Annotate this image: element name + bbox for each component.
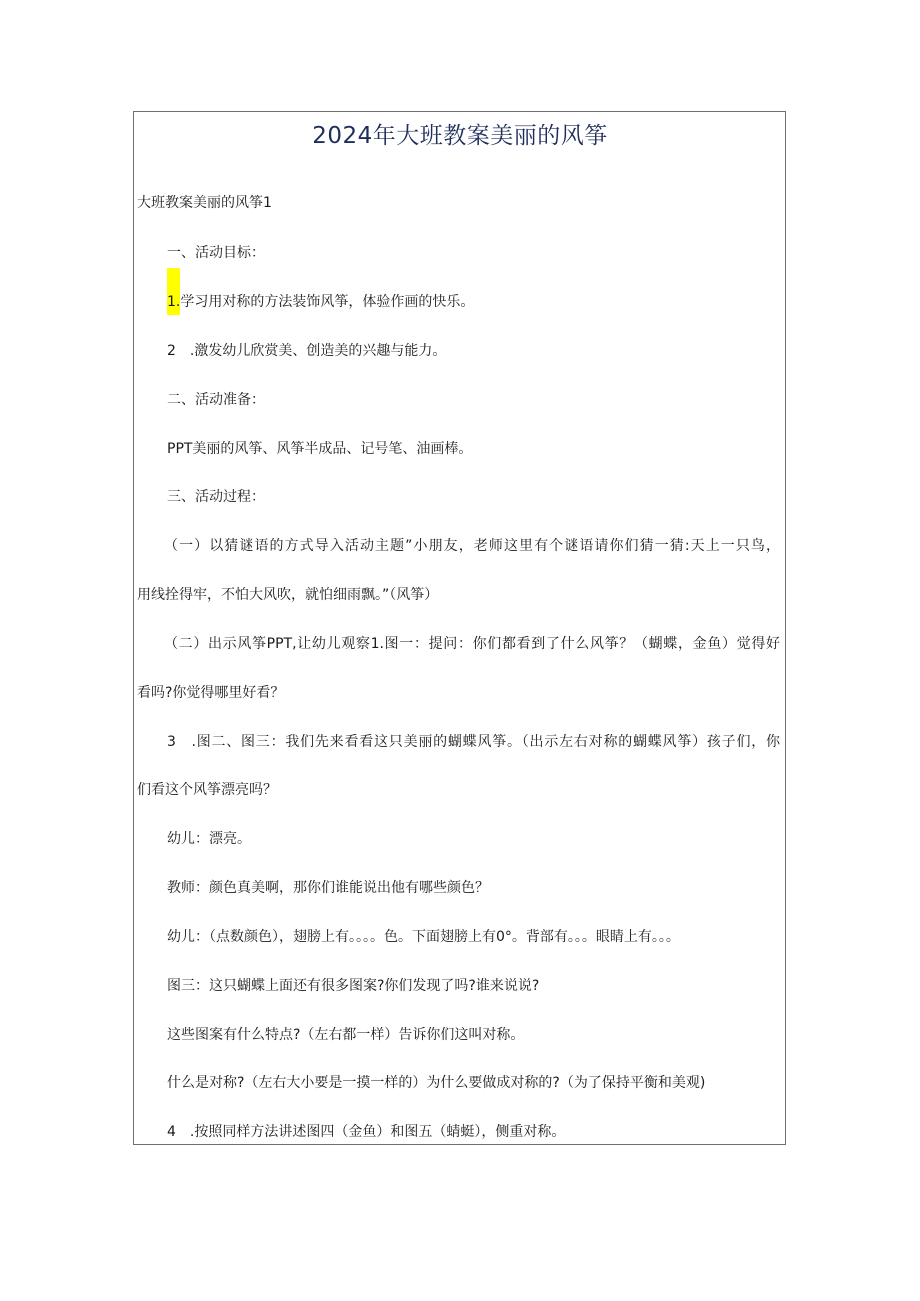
child-response-2: 幼儿：（点数颜色），翅膀上有。。。。色。下面翅膀上有0°。背部有。。。眼睛上有。。。 bbox=[167, 929, 680, 945]
section-heading: 大班教案美丽的风筝1 bbox=[137, 195, 272, 211]
objective-1: 1.学习用对称的方法装饰风筝，体验作画的快乐。 bbox=[167, 294, 475, 310]
document-title: 2024年大班教案美丽的风筝 bbox=[312, 123, 608, 149]
teacher-question: 教师：颜色真美啊，那你们谁能说出他有哪些颜色？ bbox=[167, 880, 489, 896]
preparation-text: PPT美丽的风筝、风筝半成品、记号笔、油画棒。 bbox=[167, 441, 473, 457]
process-step-1-line-2: 用线拴得牢，不怕大风吹，就怕细雨飘。”（风筝） bbox=[137, 587, 439, 603]
process-step-2-line-2: 看吗?你觉得哪里好看？ bbox=[137, 685, 285, 701]
objective-2: 2 .激发幼儿欣赏美、创造美的兴趣与能力。 bbox=[167, 343, 447, 359]
child-response-1: 幼儿：漂亮。 bbox=[167, 831, 251, 847]
process-step-2-line-1: （二）出示风筝PPT,让幼儿观察1.图一：提问：你们都看到了什么风筝？（蝴蝶，金鱼）觉得好 bbox=[164, 636, 780, 652]
heading-process: 三、活动过程： bbox=[167, 489, 265, 505]
process-step-1-line-1: （一）以猜谜语的方式导入活动主题”小朋友，老师这里有个谜语请你们猜一猜:天上一只鸟， bbox=[164, 538, 780, 554]
heading-objectives: 一、活动目标： bbox=[167, 245, 265, 261]
pattern-feature-text: 这些图案有什么特点?（左右都一样）告诉你们这叫对称。 bbox=[167, 1027, 525, 1043]
symmetry-text: 什么是对称?（左右大小要是一摸一样的）为什么要做成对称的?（为了保持平衡和美观) bbox=[167, 1075, 706, 1091]
process-step-3-line-1: 3 .图二、图三：我们先来看看这只美丽的蝴蝶风筝。（出示左右对称的蝴蝶风筝）孩子们，你 bbox=[167, 734, 780, 750]
figure-three-text: 图三：这只蝴蝶上面还有很多图案?你们发现了吗?谁来说说? bbox=[167, 978, 540, 994]
heading-preparation: 二、活动准备： bbox=[167, 392, 265, 408]
process-step-4: 4 .按照同样方法讲述图四（金鱼）和图五（蜻蜓），侧重对称。 bbox=[167, 1124, 566, 1140]
process-step-3-line-2: 们看这个风筝漂亮吗？ bbox=[137, 782, 277, 798]
